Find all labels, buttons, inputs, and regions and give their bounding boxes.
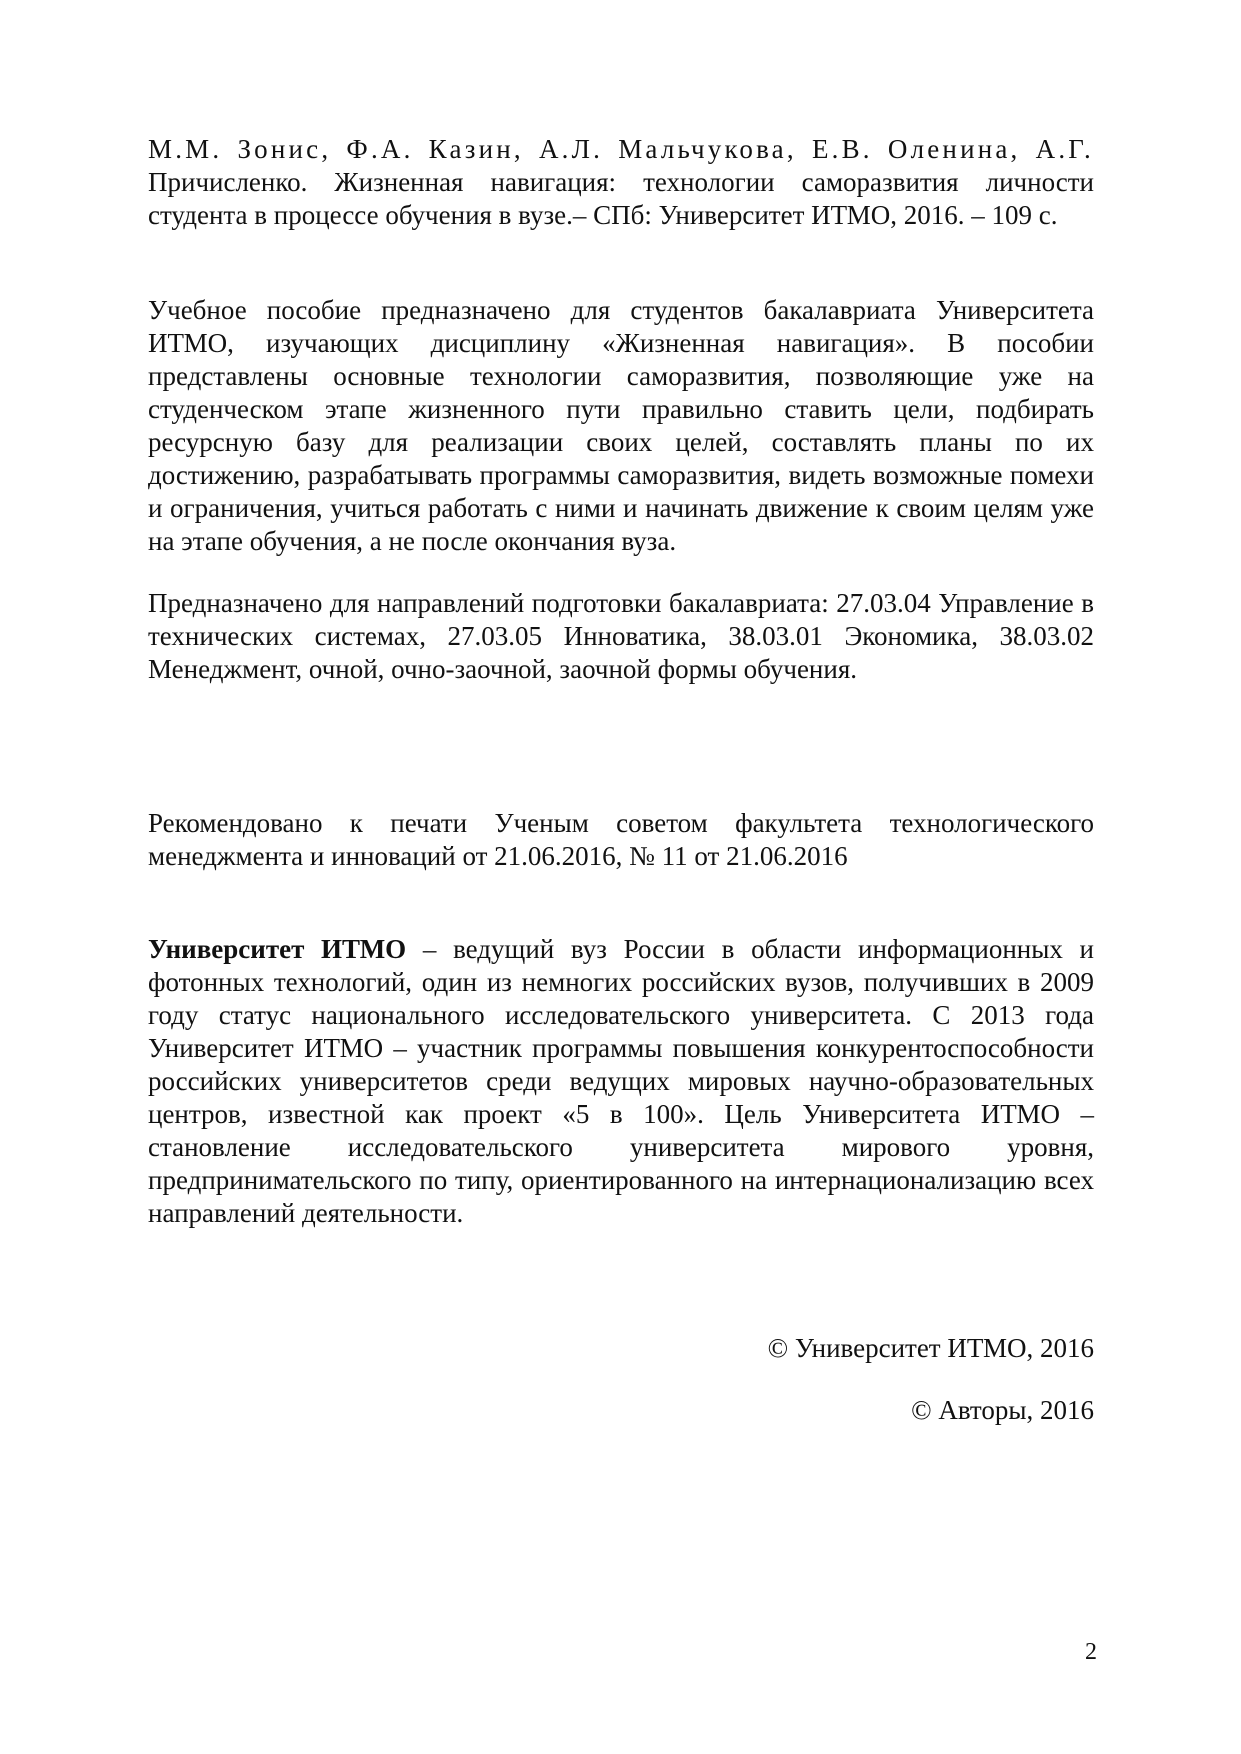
copyright-university: © Университет ИТМО, 2016 xyxy=(767,1333,1094,1363)
copyright-authors: © Авторы, 2016 xyxy=(911,1395,1094,1425)
university-paragraph xyxy=(148,933,1094,1230)
directions-paragraph: Предназначено для направлений подготовки бакалавриата: 27.03.04 Управление в технических системах, 27.03.05 Инноватика, 38.03.01 Экономика, 38.03.02 Менеджмент, очной, очно-заочной, заочной формы обучения. xyxy=(148,588,1094,684)
annotation-paragraph: Учебное пособие предназначено для студентов бакалавриата Университета ИТМО, изучающих дисциплину «Жизненная навигация». В пособии представлены основные технологии саморазвития, позволяющие уже на студенческом этапе жизненного пути правильно ставить цели, подбирать ресурсную базу для реализации своих целей, составлять планы по их достижению, разрабатывать программы саморазвития, видеть возможные помехи и ограничения, учиться работать с ними и начинать движение к своим целям уже на этапе обучения, а не после окончания вуза. xyxy=(148,295,1094,556)
recommendation-paragraph: Рекомендовано к печати Ученым советом факультета технологического менеджмента и инноваций от 21.06.2016, № 11 от 21.06.2016 xyxy=(148,808,1094,871)
citation-details: Причисленко. Жизненная навигация: технологии саморазвития личности студента в процессе обучения в вузе.– СПб: Университет ИТМО, 2016. – 109 с. xyxy=(148,167,1094,230)
bibliographic-citation xyxy=(148,133,1094,232)
page-number: 2 xyxy=(1085,1639,1097,1665)
university-description: – ведущий вуз России в области информационных и фотонных технологий, один из немногих российских вузов, получивших в 2009 году статус национального исследовательского университета. С 2013 года Университет ИТМО – участник программы повышения конкурентоспособности российских университетов среди ведущих мировых научно-образовательных центров, известной как проект «5 в 100». Цель Университета ИТМО – становление исследовательского университета мирового уровня, предпринимательского по типу, ориентированного на интернационализацию всех направлений деятельности. xyxy=(148,934,1095,1228)
university-name: Университет ИТМО xyxy=(148,934,407,964)
citation-authors: М.М. Зонис, Ф.А. Казин, А.Л. Мальчукова, Е.В. Оленина, А.Г. xyxy=(148,134,1094,164)
